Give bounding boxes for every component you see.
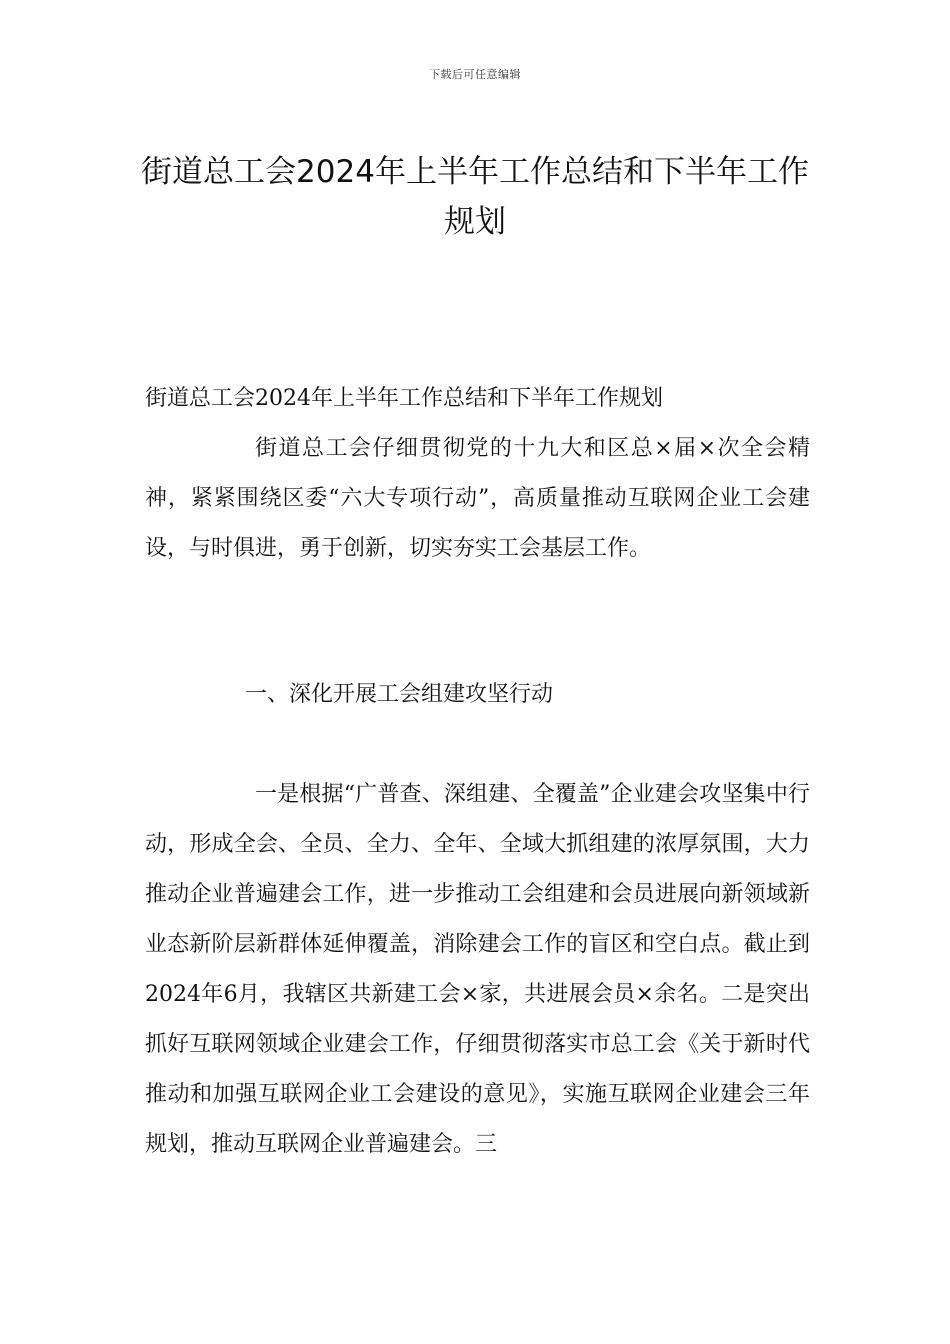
document-title: 街道总工会2024年上半年工作总结和下半年工作规划 [141, 153, 809, 240]
repeated-title-line: 街道总工会2024年上半年工作总结和下半年工作规划 [145, 386, 663, 411]
header-note: 下载后可任意编辑 [429, 68, 521, 81]
section-heading: 一、深化开展工会组建攻坚行动 [245, 682, 554, 707]
intro-paragraph: 街道总工会仔细贯彻党的十九大和区总×届×次全会精神，紧紧围绕区委“六大专项行动”，高质量推动互联网企业工会建设，与时俱进，勇于创新，切实夯实工会基层工作。 [145, 436, 810, 561]
section-paragraph: 一是根据“广普查、深组建、全覆盖”企业建会攻坚集中行动，形成全会、全员、全力、全年、全域大抓组建的浓厚氛围，大力推动企业普遍建会工作，进一步推动工会组建和会员进展向新领域新业态新阶层新群体延伸覆盖，消除建会工作的盲区和空白点。截止到2024年6月，我辖区共新建工会×家，共进展会员×余名。二是突出抓好互联网领域企业建会工作，仔细贯彻落实市总工会《关于新时代推动和加强互联网企业工会建设的意见》，实施互联网企业建会三年规划，推动互联网企业普遍建会。三 [145, 782, 810, 1157]
